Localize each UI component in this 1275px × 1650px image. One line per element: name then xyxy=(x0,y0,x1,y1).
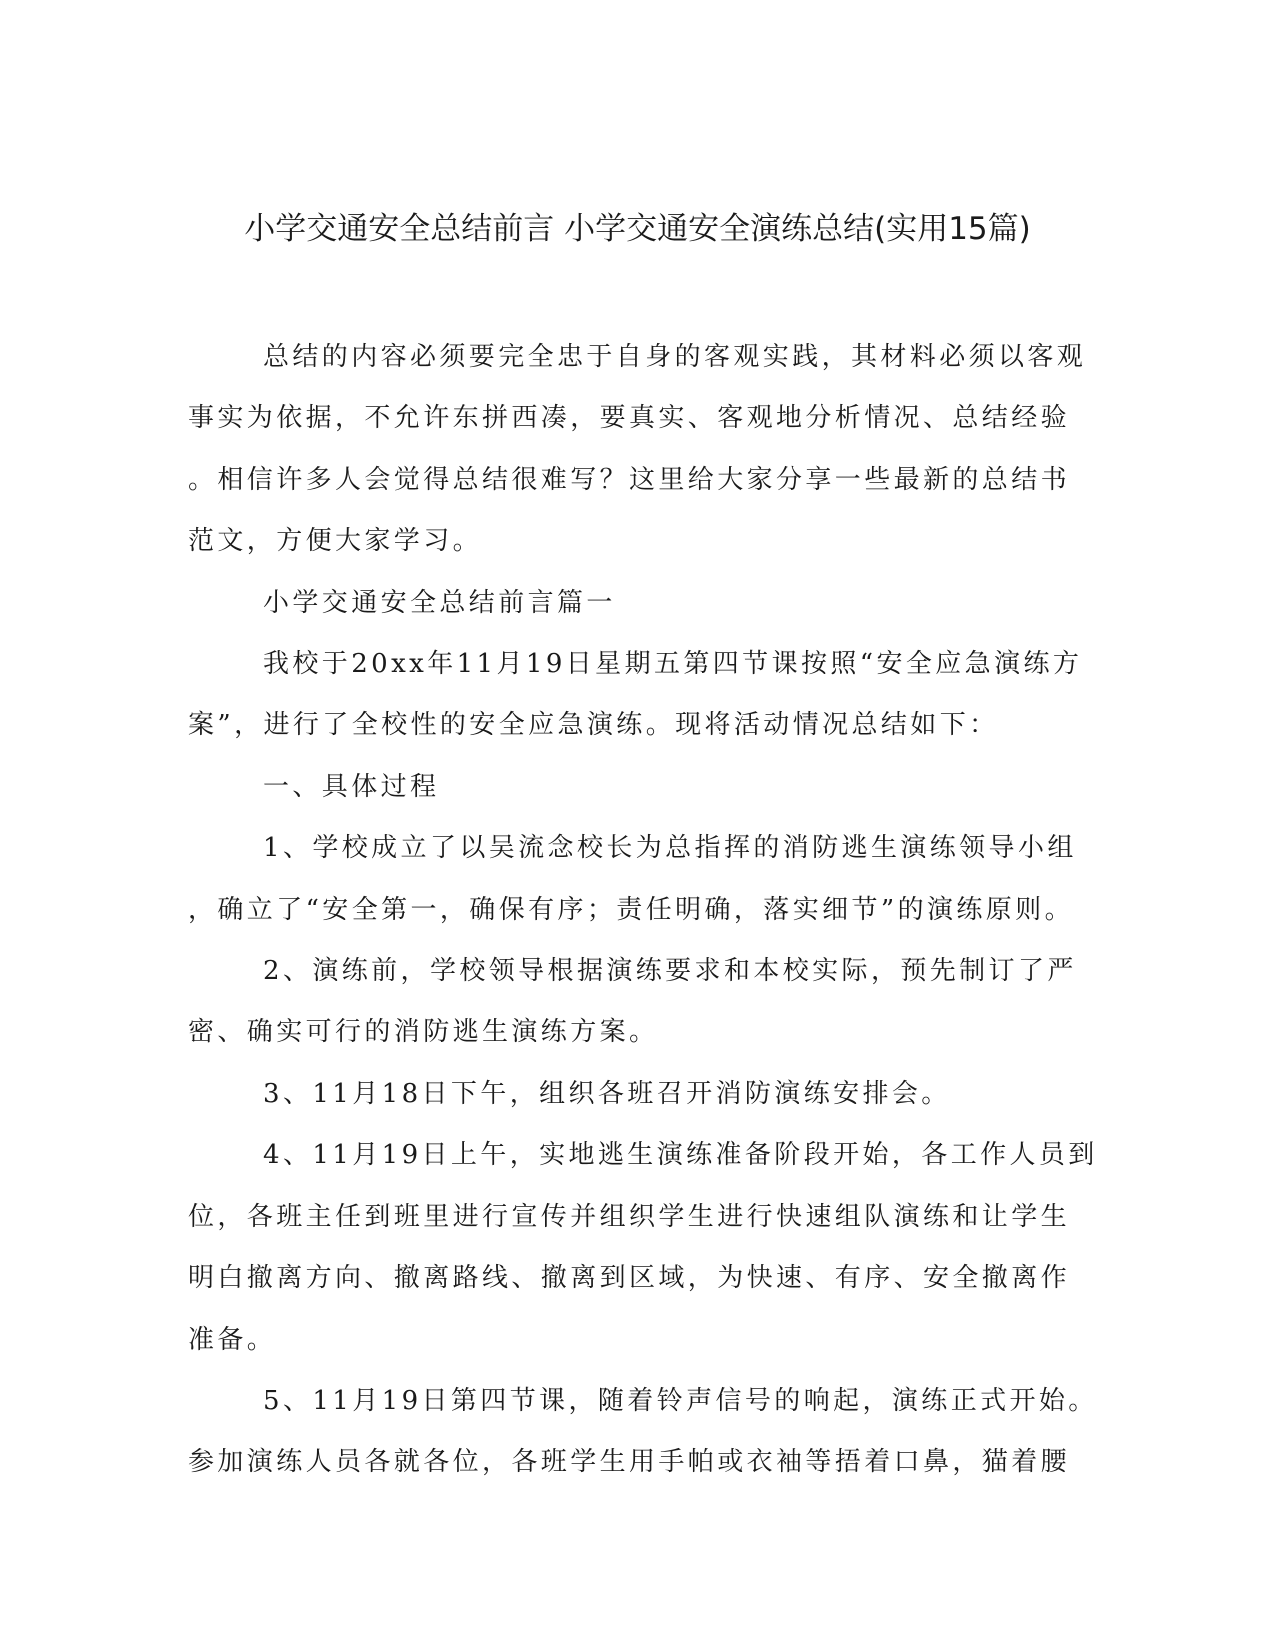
text-line: 我校于20xx年11月19日星期五第四节课按照“安全应急演练方 xyxy=(263,649,1083,680)
text-line: 一、具体过程 xyxy=(263,771,440,802)
text-line: 事实为依据，不允许东拼西凑，要真实、客观地分析情况、总结经验 xyxy=(188,403,1071,434)
text-line: 参加演练人员各就各位，各班学生用手帕或衣袖等捂着口鼻，猫着腰 xyxy=(188,1447,1071,1478)
text-line: 5、11月19日第四节课，随着铃声信号的响起，演练正式开始。 xyxy=(263,1385,1098,1416)
paragraph-intro xyxy=(188,327,1087,573)
text-line: 范文，方便大家学习。 xyxy=(188,526,483,557)
text-line: 总结的内容必须要完全忠于自身的客观实践，其材料必须以客观 xyxy=(263,342,1087,372)
list-item xyxy=(188,818,1076,941)
document-title: 小学交通安全总结前言 小学交通安全演练总结(实用15篇) xyxy=(244,211,1031,247)
text-line: 1、学校成立了以吴流念校长为总指挥的消防逃生演练领导小组 xyxy=(263,833,1077,864)
subheading xyxy=(188,757,1076,818)
list-item xyxy=(188,1064,1076,1125)
text-line: 小学交通安全总结前言篇一 xyxy=(263,587,616,618)
paragraph xyxy=(188,634,1083,757)
document-body xyxy=(188,327,1098,1494)
text-line: 案”，进行了全校性的安全应急演练。现将活动情况总结如下： xyxy=(188,710,999,741)
text-line: 3、11月18日下午，组织各班召开消防演练安排会。 xyxy=(263,1078,951,1109)
text-line: 2、演练前，学校领导根据演练要求和本校实际，预先制订了严 xyxy=(263,956,1077,987)
text-line: 位，各班主任到班里进行宣传并组织学生进行快速组队演练和让学生 xyxy=(188,1201,1071,1232)
text-line: ，确立了“安全第一，确保有序；责任明确，落实细节”的演练原则。 xyxy=(188,894,1074,925)
text-line: 准备。 xyxy=(188,1324,277,1355)
list-item xyxy=(188,1371,1098,1494)
list-item xyxy=(188,941,1076,1064)
section-heading xyxy=(188,573,1076,634)
text-line: 密、确实可行的消防逃生演练方案。 xyxy=(188,1017,659,1048)
text-line: 4、11月19日上午，实地逃生演练准备阶段开始，各工作人员到 xyxy=(263,1140,1098,1171)
text-line: 。相信许多人会觉得总结很难写？这里给大家分享一些最新的总结书 xyxy=(188,464,1071,495)
text-line: 明白撤离方向、撤离路线、撤离到区域，为快速、有序、安全撤离作 xyxy=(188,1263,1071,1294)
list-item xyxy=(188,1125,1098,1371)
